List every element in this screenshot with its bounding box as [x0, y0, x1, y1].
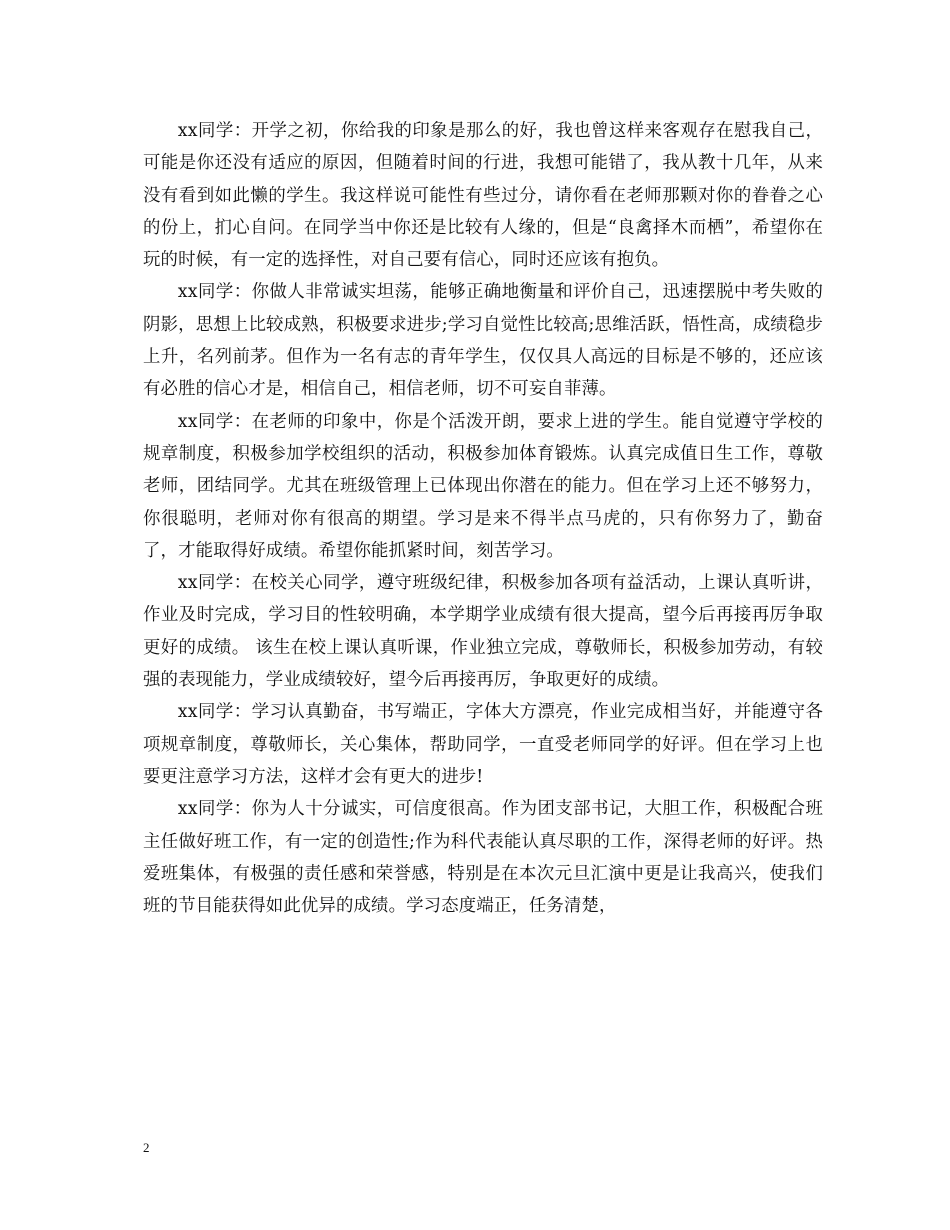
comment-paragraph-4: xx同学：在校关心同学，遵守班级纪律，积极参加各项有益活动，上课认真听讲，作业及时完成，学习目的性较明确，本学期学业成绩有很大提高，望今后再接再厉争取更好的成绩。 该生在校上课认真听课，作业独立完成，尊敬师长，积极参加劳动，有较强的表现能力，学业成绩较好，望今后再接再厉，争取更好的成绩。 — [143, 573, 823, 691]
comment-paragraph-2: xx同学：你做人非常诚实坦荡，能够正确地衡量和评价自己，迅速摆脱中考失败的阴影，思想上比较成熟，积极要求进步;学习自觉性比较高;思维活跃，悟性高，成绩稳步上升，名列前茅。但作为一名有志的青年学生，仅仅具人高远的目标是不够的，还应该有必胜的信心才是，相信自己，相信老师，切不可妄自菲薄。 — [143, 282, 823, 400]
document-body — [143, 115, 823, 922]
comment-paragraph-3: xx同学：在老师的印象中，你是个活泼开朗，要求上进的学生。能自觉遵守学校的规章制度，积极参加学校组织的活动，积极参加体育锻炼。认真完成值日生工作，尊敬老师，团结同学。尤其在班级管理上已体现出你潜在的能力。但在学习上还不够努力，你很聪明，老师对你有很高的期望。学习是来不得半点马虎的，只有你努力了，勤奋了，才能取得好成绩。希望你能抓紧时间，刻苦学习。 — [143, 411, 823, 561]
comment-paragraph-6: xx同学：你为人十分诚实，可信度很高。作为团支部书记，大胆工作，积极配合班主任做好班工作，有一定的创造性;作为科代表能认真尽职的工作，深得老师的好评。热爱班集体，有极强的责任感和荣誉感，特别是在本次元旦汇演中更是让我高兴，使我们班的节目能获得如此优异的成绩。学习态度端正，任务清楚， — [143, 799, 823, 917]
comment-paragraph-1: xx同学：开学之初，你给我的印象是那么的好，我也曾这样来客观存在慰我自己，可能是你还没有适应的原因，但随着时间的行进，我想可能错了，我从教十几年，从来没有看到如此懒的学生。我这样说可能性有些过分，请你看在老师那颗对你的眷眷之心的份上，扪心自问。在同学当中你还是比较有人缘的，但是“良禽择木而栖”，希望你在玩的时候，有一定的选择性，对自己要有信心，同时还应该有抱负。 — [143, 121, 823, 271]
page-number: 2 — [143, 1140, 150, 1155]
comment-paragraph-5: xx同学：学习认真勤奋，书写端正，字体大方漂亮，作业完成相当好，并能遵守各项规章制度，尊敬师长，关心集体，帮助同学，一直受老师同学的好评。但在学习上也要更注意学习方法，这样才会有更大的进步! — [143, 702, 823, 787]
